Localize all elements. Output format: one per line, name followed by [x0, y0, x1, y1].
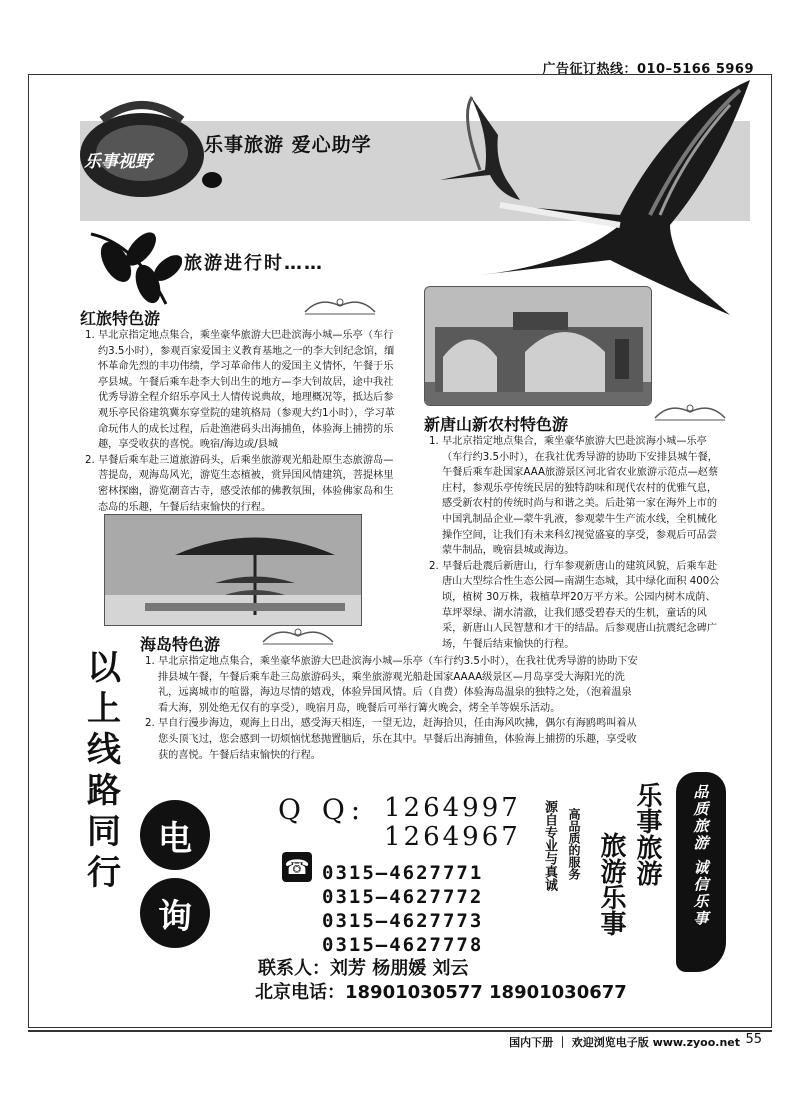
contact-persons: 联系人：刘芳 杨朋媛 刘云 [258, 958, 469, 979]
ornament-swirl-icon [650, 400, 730, 424]
slogan-char: 行 [87, 853, 121, 893]
list-item: 2. 早餐后赴震后新唐山，行车参观新唐山的建筑风貌，后乘车赴唐山大型综合性生态公园—南湖生态城，其中绿化面积 400公顷，植树 30万株，栽植草坪20万平方米。公园内树木成荫、草坪翠绿、湖水清澈，让我们感受碧春天的生机，童话的风采，新唐山人民智慧和才干的结晶。后参观唐山抗震纪念碑广场，午餐后结束愉快的行程。 [442, 559, 724, 653]
leaf-icon [86, 224, 182, 310]
ad-hotline: 广告征订热线：010–5166 5969 [542, 62, 754, 77]
slogan-char: 线 [87, 730, 121, 770]
phone-icon: ☎ [282, 852, 312, 882]
brand-column-1: 乐事旅游 [632, 782, 662, 886]
beach-umbrella-photo [104, 514, 362, 626]
service-origin-text: 源自专业与真诚 [542, 800, 557, 891]
qq-label: Q Q: [278, 793, 367, 826]
qq-number: 1264967 [384, 822, 521, 852]
calligraphy-text: 品质旅游 诚信乐事 [691, 784, 710, 928]
slogan-char: 以 [87, 648, 121, 688]
logo-text: 乐事视野 [84, 152, 152, 172]
list-item: 1. 早北京指定地点集合，乘坐豪华旅游大巴赴滨海小城—乐亭（车行约3.5小时），在我社优秀导游的协助下安排县城午餐，午餐后乘车赴三岛旅游码头，乘坐旅游观光船赴国家AAAA级景区—月岛享受大海阳光的洗礼，远离城市的喧嚣，海边尽情的嬉戏，体验异国风情。后（自费）体验海岛温泉的独特之处，（泡着温泉看大海，别处绝无仅有的享受），晚宿月岛，晚餐后可举行篝火晚会，烤全羊等娱乐活动。 [158, 654, 640, 716]
slogan-char: 同 [87, 812, 121, 852]
banner-title: 乐事旅游 爱心助学 [204, 134, 372, 156]
slogan-char: 路 [87, 771, 121, 811]
qq-number: 1264997 [384, 793, 521, 823]
new-village-list [424, 434, 724, 652]
island-tour-title: 海岛特色游 [140, 635, 221, 654]
list-item: 1. 早北京指定地点集合，乘坐豪华旅游大巴赴滨海小城—乐亭（车行约3.5小时），参观百家爱国主义教育基地之一的李大钊纪念馆，缅怀革命先烈的丰功伟绩，学习革命伟人的爱国主义情怀，午餐于乐亭县城。午餐后乘车赴李大钊出生的地方—李大钊故居，途中我社优秀导游全程介绍乐亭风土人情传说典故，地理概况等，抵达后参观乐亭民俗建筑冀东穿堂院的建筑格局（参观大约1小时），学习革命玩伟人的成长过程，后赴渔港码头出海捕鱼，体验海上捕捞的乐趣，享受收获的喜悦。晚宿/海边或/县城 [98, 328, 400, 453]
footer-text: 国内下册 ｜ 欢迎浏览电子版 www.zyoo.net [509, 1036, 740, 1049]
phone-number: 0315–4627778 [322, 934, 484, 956]
ornament-swirl-icon [300, 294, 380, 318]
slogan-char: 上 [87, 689, 121, 729]
consult-circle-xun: 询 [140, 878, 210, 948]
phone-number: 0315–4627773 [322, 910, 484, 932]
phone-number: 0315–4627772 [322, 886, 484, 908]
red-tour-title: 红旅特色游 [80, 309, 161, 328]
island-tour-list [140, 654, 640, 763]
list-item: 1. 早北京指定地点集合，乘坐豪华旅游大巴赴滨海小城—乐亭（车行约3.5小时），在我社优秀导游的协助下安排县城午餐，午餐后乘车赴国家AAA旅游景区河北省农业旅游示范点—赵蔡庄村，参观乐亭传统民居的独特韵味和现代农村的优雅气息，感受新农村的传统时尚与和谐之美。后赴第一家在海外上市的中国乳制品企业—蒙牛乳液，参观蒙牛生产流水线，全机械化操作空间，让我们有未来科幻视觉盛宴的享受，参观后可品尝蒙牛制品，晚宿县城或海边。 [442, 434, 724, 559]
service-quality-text: 高品质的服务 [567, 808, 581, 880]
ink-dot-icon [200, 170, 224, 190]
phone-number: 0315–4627771 [322, 862, 484, 884]
ornament-swirl-icon [258, 624, 338, 648]
list-item: 2. 早自行漫步海边，观海上日出，感受海天相连，一望无边，赶海拾贝，任由海风吹拂，偶尔有海鸥鸣叫着从您头顶飞过，您会感到一切烦恼忧愁抛置脑后，乐在其中。早餐后出海捕鱼，体验海上捕捞的乐趣，享受收获的喜悦。午餐后结束愉快的行程。 [158, 716, 640, 763]
brand-column-2: 旅游乐事 [596, 832, 626, 936]
new-village-title: 新唐山新农村特色游 [424, 415, 569, 434]
list-item: 2. 早餐后乘车赴三道旅游码头，后乘坐旅游观光船赴原生态旅游岛—菩提岛，观海岛风光，游览生态植被，赏异国风情建筑，菩提林里密林探幽，游览潮音古寺，感受浓郁的佛教氛围，体验佛家岛和生态岛的乐趣，午餐后结束愉快的行程。 [98, 453, 400, 515]
stone-arch-photo [424, 286, 652, 406]
page-number: 55 [745, 1032, 762, 1047]
consult-circle-dian: 电 [140, 800, 210, 870]
sub-heading: 旅游进行时…… [184, 253, 324, 274]
vertical-slogan [82, 648, 126, 894]
brush-stroke-banner [676, 772, 726, 972]
footer-rule [28, 1030, 772, 1032]
beijing-phone: 北京电话：18901030577 18901030677 [255, 982, 627, 1003]
red-tour-list [80, 328, 400, 515]
